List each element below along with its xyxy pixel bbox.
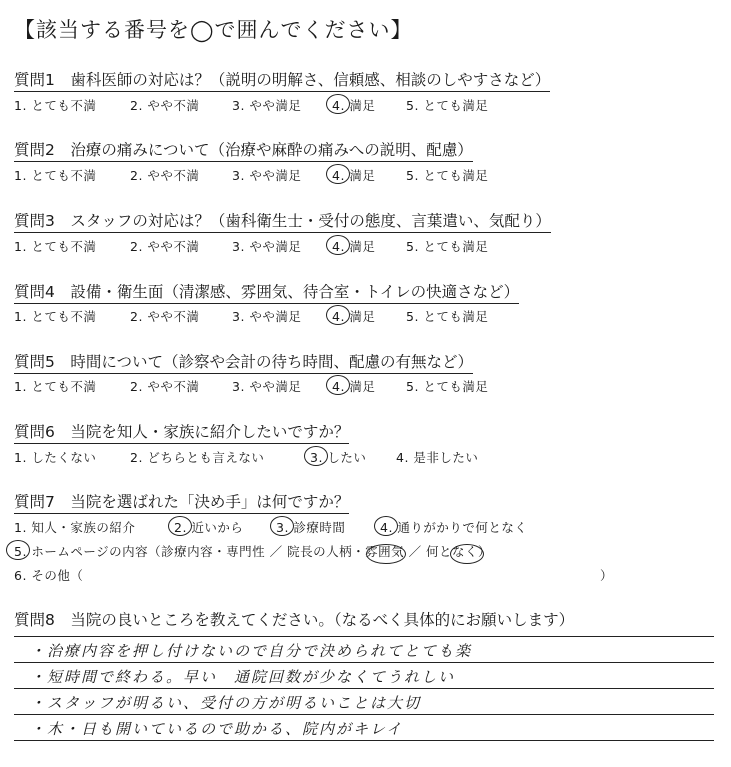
question-4-label: 質問4 設備・衛生面（清潔感、雰囲気、待合室・トイレの快適さなど） [14, 280, 519, 304]
question-1 [14, 68, 550, 92]
q5-selection-circle [326, 375, 350, 395]
answer-line [14, 662, 714, 663]
q7-atmosphere-circle [450, 544, 484, 564]
q5-option-3[interactable]: 3. やや満足 [232, 379, 302, 394]
q7-option-6-close: ） [600, 568, 614, 583]
question-6-label: 質問6 当院を知人・家族に紹介したいですか？ [14, 420, 349, 444]
q5-option-5[interactable]: 5. とても満足 [406, 379, 489, 394]
q4-option-3[interactable]: 3. やや満足 [232, 309, 302, 324]
question-6 [14, 420, 349, 444]
q1-option-3[interactable]: 3. やや満足 [232, 98, 302, 113]
q5-option-4[interactable]: 4. 満足 [332, 379, 376, 394]
handwritten-answer-3: ・スタッフが明るい、受付の方が明るいことは大切 [30, 694, 422, 712]
q1-option-4[interactable]: 4. 満足 [332, 98, 376, 113]
answer-line [14, 714, 714, 715]
q6-option-4[interactable]: 4. 是非したい [396, 450, 479, 465]
q7-option-2[interactable]: 2. 近いから [174, 520, 244, 535]
q2-option-1[interactable]: 1. とても不満 [14, 168, 97, 183]
question-7 [14, 490, 349, 514]
q4-option-2[interactable]: 2. やや不満 [130, 309, 200, 324]
q4-option-5[interactable]: 5. とても満足 [406, 309, 489, 324]
question-8-label: 質問8 当院の良いところを教えてください。（なるべく具体的にお願いします） [14, 611, 575, 629]
question-7-options-row2 [14, 542, 714, 560]
question-7-options-row3 [14, 566, 714, 584]
q3-option-4[interactable]: 4. 満足 [332, 239, 376, 254]
question-3 [14, 209, 551, 233]
answer-line [14, 688, 714, 689]
q7-option-4-circle [374, 516, 398, 536]
q6-option-2[interactable]: 2. どちらとも言えない [130, 450, 265, 465]
q7-option-4[interactable]: 4. 通りがかりで何となく [380, 520, 528, 535]
question-5-label: 質問5 時間について（診察や会計の待ち時間、配慮の有無など） [14, 350, 473, 374]
q5-option-1[interactable]: 1. とても不満 [14, 379, 97, 394]
q3-option-5[interactable]: 5. とても満足 [406, 239, 489, 254]
q7-option-3[interactable]: 3. 診療時間 [276, 520, 346, 535]
q1-option-1[interactable]: 1. とても不満 [14, 98, 97, 113]
q6-option-1[interactable]: 1. したくない [14, 450, 97, 465]
handwritten-answer-4: ・木・日も開いているので助かる、院内がキレイ [30, 720, 404, 738]
answer-line [14, 740, 714, 741]
question-7-options-row1 [14, 518, 714, 536]
q4-option-4[interactable]: 4. 満足 [332, 309, 376, 324]
q1-option-2[interactable]: 2. やや不満 [130, 98, 200, 113]
q3-option-1[interactable]: 1. とても不満 [14, 239, 97, 254]
q6-selection-circle [304, 446, 328, 466]
answer-line [14, 636, 714, 637]
q4-option-1[interactable]: 1. とても不満 [14, 309, 97, 324]
q7-character-circle [366, 544, 406, 564]
question-5-options [14, 377, 714, 395]
question-3-options [14, 237, 714, 255]
question-2-options [14, 166, 714, 184]
q6-option-3[interactable]: 3. したい [310, 450, 367, 465]
question-6-options [14, 448, 714, 466]
q7-option-5-circle [6, 540, 30, 560]
q1-selection-circle [326, 94, 350, 114]
q3-option-3[interactable]: 3. やや満足 [232, 239, 302, 254]
question-2 [14, 138, 473, 162]
q1-option-5[interactable]: 5. とても満足 [406, 98, 489, 113]
page-title: 【該当する番号を◯で囲んでください】 [14, 18, 413, 42]
q7-option-3-circle [270, 516, 294, 536]
q5-option-2[interactable]: 2. やや不満 [130, 379, 200, 394]
question-8 [14, 608, 574, 630]
question-2-label: 質問2 治療の痛みについて（治療や麻酔の痛みへの説明、配慮） [14, 138, 473, 162]
q7-option-1[interactable]: 1. 知人・家族の紹介 [14, 520, 136, 535]
q2-selection-circle [326, 164, 350, 184]
question-1-label: 質問1 歯科医師の対応は？（説明の明解さ、信頼感、相談のしやすさなど） [14, 68, 550, 92]
question-1-options [14, 96, 714, 114]
q7-option-5[interactable]: 5. ホームページの内容（診療内容・専門性 ／ 院長の人柄・雰囲気 ／ 何となく） [14, 544, 492, 559]
q4-selection-circle [326, 305, 350, 325]
q2-option-3[interactable]: 3. やや満足 [232, 168, 302, 183]
q7-option-2-circle [168, 516, 192, 536]
q3-option-2[interactable]: 2. やや不満 [130, 239, 200, 254]
q3-selection-circle [326, 235, 350, 255]
question-4 [14, 280, 519, 304]
q2-option-4[interactable]: 4. 満足 [332, 168, 376, 183]
question-5 [14, 350, 473, 374]
handwritten-answer-1: ・治療内容を押し付けないので自分で決められてとても楽 [30, 642, 473, 660]
q2-option-5[interactable]: 5. とても満足 [406, 168, 489, 183]
question-3-label: 質問3 スタッフの対応は？（歯科衛生士・受付の態度、言葉遣い、気配り） [14, 209, 551, 233]
q2-option-2[interactable]: 2. やや不満 [130, 168, 200, 183]
q7-option-6[interactable]: 6. その他（ [14, 568, 84, 583]
handwritten-answer-2: ・短時間で終わる。早い 通院回数が少なくてうれしい [30, 668, 456, 686]
question-7-label: 質問7 当院を選ばれた「決め手」は何ですか？ [14, 490, 349, 514]
question-4-options [14, 307, 714, 325]
